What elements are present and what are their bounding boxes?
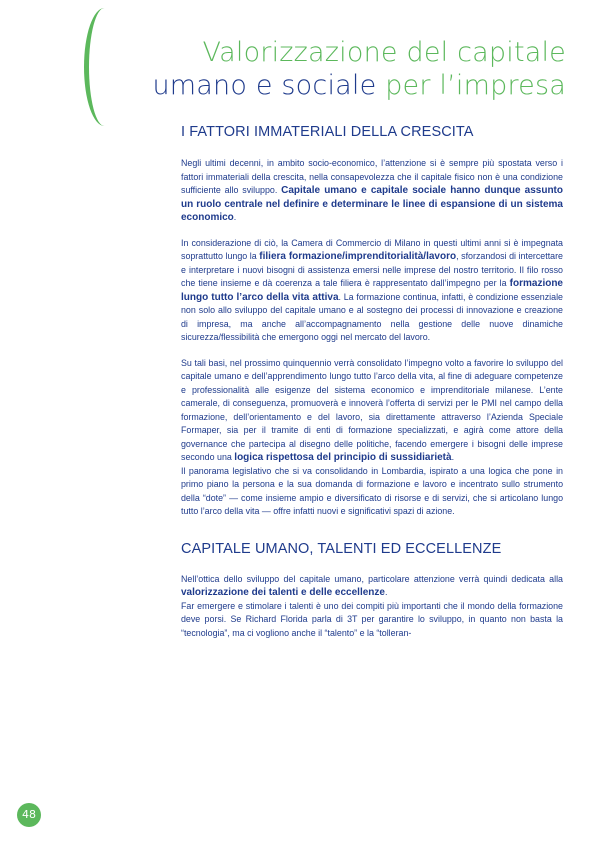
paragraph: Negli ultimi decenni, in ambito socio-economico, l’attenzione si è sempre più spostata verso i fattori immateriali della crescita, nella consapevolezza che il capitale fisico non è una condizione sufficiente allo sviluppo. Capitale umano e capitale sociale hanno dunque assunto un ruolo centrale nel definire e determinare le linee di espansione di un sistema economico. <box>181 158 563 223</box>
paragraph: Il panorama legislativo che si va consolidando in Lombardia, ispirato a una logica che pone in primo piano la persona e la sua domanda di formazione e lavoro e incentrato sullo strumento della “dote” — come insieme ampio e diversificato di risorse e di servizi, che si articolano lungo tutto l’arco della vita — offre infatti nuovi e significativi spazi di azione. <box>181 465 563 516</box>
title-line-2-rest: per l’impresa <box>376 70 566 101</box>
paragraph: Su tali basi, nel prossimo quinquennio verrà consolidato l’impegno volto a favorire lo sviluppo del capitale umano e dell’apprendimento lungo tutto l’arco della vita, al fine di adeguare competenze e professionalità alle esigenze del sistema economico e imprenditoriale milanese. L’ente camerale, di conseguenza, promuoverà e innoverà l’offerta di servizi per le PMI nel campo della formazione, dell’orientamento e del lavoro, sia direttamente attraverso l’Azienda Speciale Formaper, sia per il tramite di enti di formazione specializzati, e agirà come attore della governance che partecipa al disegno delle politiche, facendo emergere i bisogni delle imprese secondo una logica rispettosa del principio di sussidiarietà. <box>181 357 563 463</box>
section-heading-capitale-umano: CAPITALE UMANO, TALENTI ED ECCELLENZE <box>181 540 502 557</box>
paragraph: Far emergere e stimolare i talenti è uno dei compiti più importanti che il mondo della formazione deve porsi. Se Richard Florida parla di 3T per garantire lo sviluppo, in quanto non basta la “tecnologia”, ma ci vogliono anche il “talento” e la “tolleran- <box>181 600 563 638</box>
title-line-2 <box>110 69 566 102</box>
title-line-1: Valorizzazione del capitale <box>202 37 566 68</box>
paragraph: In considerazione di ciò, la Camera di Commercio di Milano in questi ultimi anni si è impegnata soprattutto lungo la filiera formazione/imprenditorialità/lavoro, sforzandosi di intercettare e interpretare i nuovi bisogni di assistenza emersi nelle imprese del nostro territorio. Il filo rosso che tiene insieme e dà coerenza a tale filiera è rappresentato dall’impegno per la formazione lungo tutto l’arco della vita attiva. La formazione continua, infatti, è condizione essenziale non solo allo sviluppo del capitale umano e al sostegno dei processi di innovazione e creazione di impresa, ma anche all’accompagnamento nella gestione delle nuove dinamiche sicurezza/flessibilità che emergono oggi nel mercato del lavoro. <box>181 237 563 342</box>
paragraph: Nell’ottica dello sviluppo del capitale umano, particolare attenzione verrà quindi dedicata alla valorizzazione dei talenti e delle eccellenze. <box>181 573 563 598</box>
page-number-badge: 48 <box>17 803 41 827</box>
section-heading-fattori: I FATTORI IMMATERIALI DELLA CRESCITA <box>181 124 474 140</box>
title-line-2-highlight: umano e sociale <box>152 70 377 101</box>
main-content <box>181 116 563 640</box>
page-title <box>110 36 566 102</box>
